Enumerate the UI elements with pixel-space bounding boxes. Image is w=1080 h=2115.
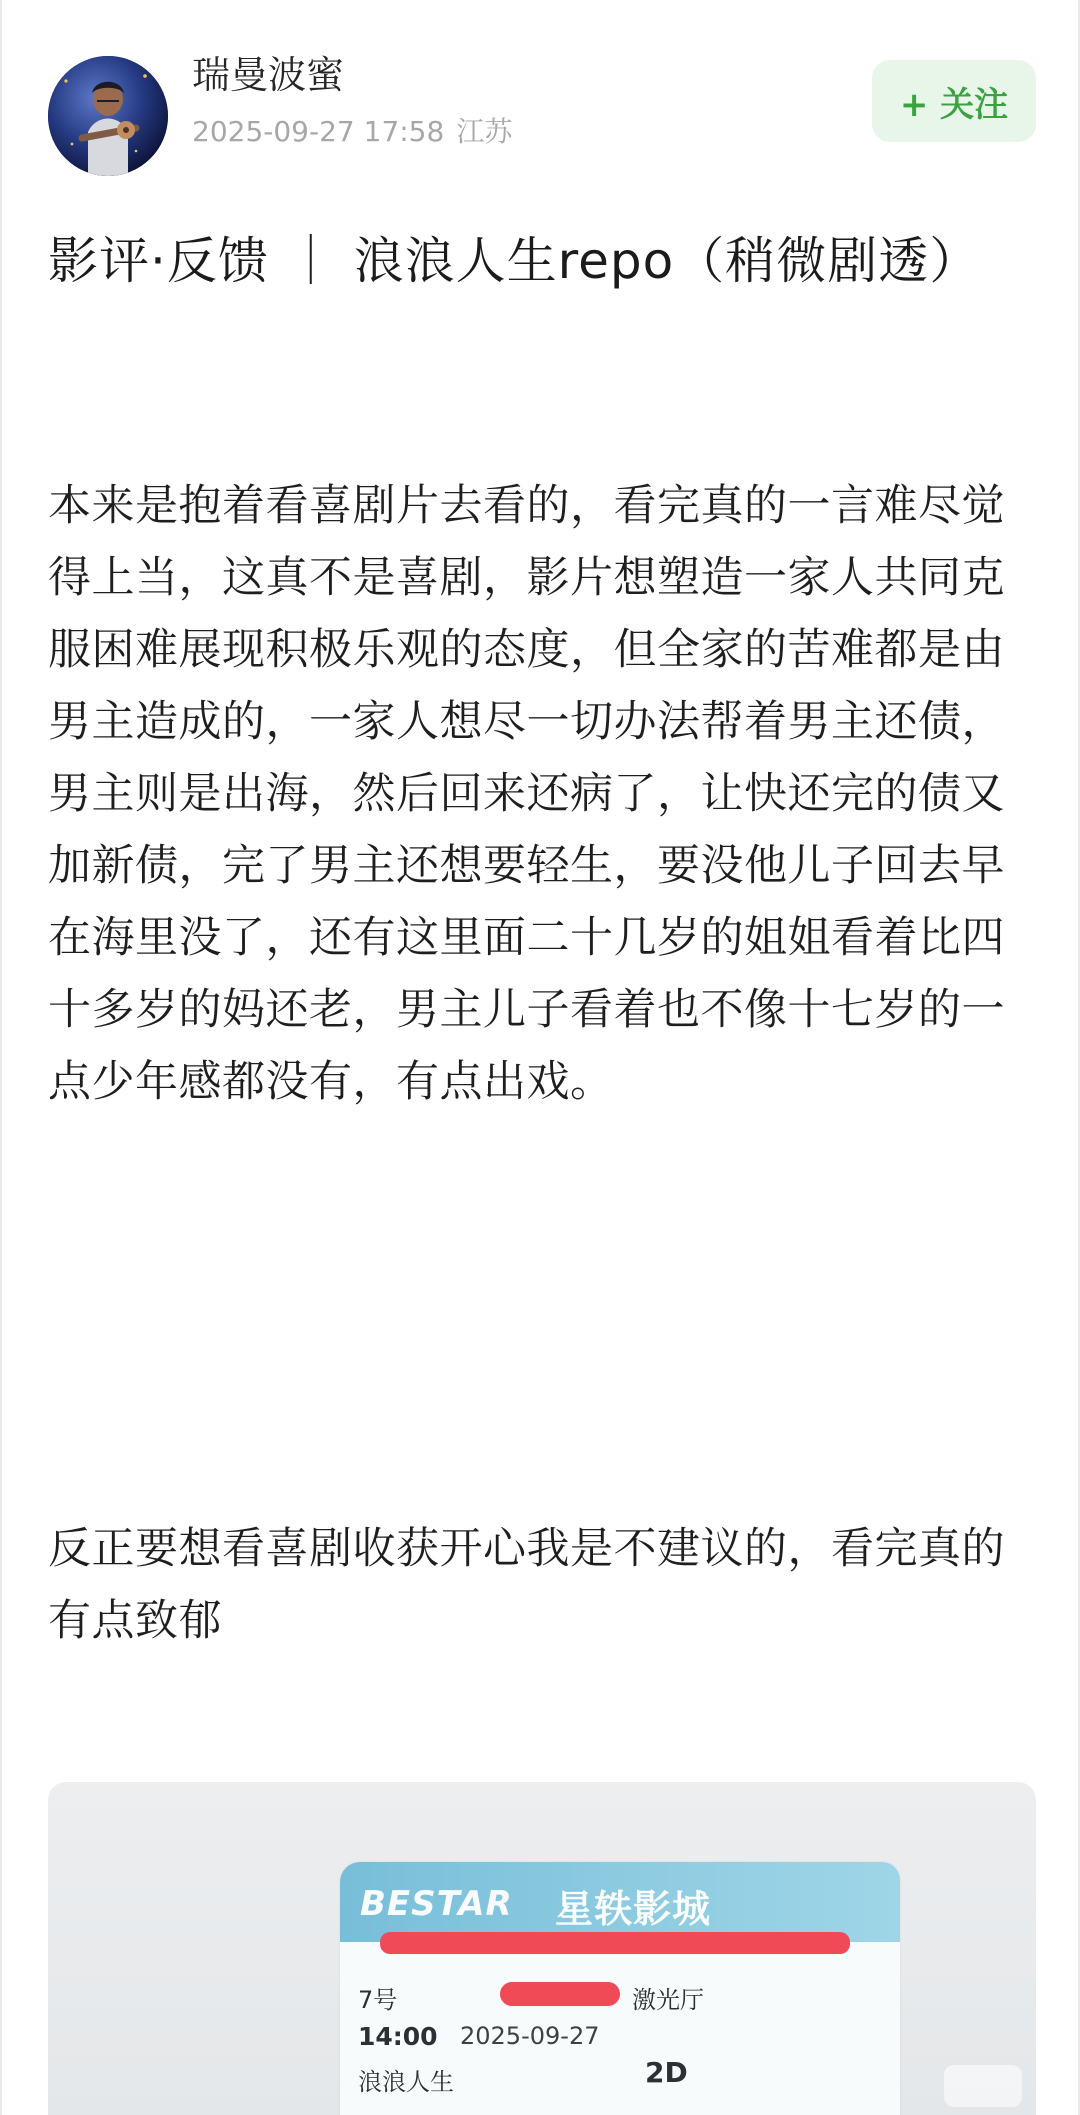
ticket-format: 2D [645,2056,688,2089]
post-location: 江苏 [456,115,513,148]
post-header [2,0,1080,200]
post-meta [192,112,512,152]
ticket-brand-cn: 星轶影城 [555,1887,712,1931]
redaction-mark [380,1932,850,1954]
ticket-hall-name: 激光厅 [632,1986,704,2014]
post-title: 影评·反馈 ｜ 浪浪人生repo（稍微剧透） [48,232,981,290]
redaction-mark [500,1982,620,2006]
avatar-image [48,56,168,176]
ticket-hall-number: 7号 [358,1986,398,2014]
follow-button[interactable] [872,60,1036,142]
watermark-overlay [944,2065,1022,2107]
post-paragraph: 反正要想看喜剧收获开心我是不建议的，看完真的有点致郁 [48,1524,1005,1646]
ticket-time: 14:00 [358,2022,438,2051]
author-name[interactable]: 瑞曼波蜜 [192,53,345,97]
post-timestamp: 2025-09-27 17:58 [192,115,445,148]
avatar[interactable] [48,56,168,176]
ticket-brand-en: BESTAR [360,1884,513,1924]
ticket-movie-title: 浪浪人生 [358,2068,454,2096]
post-body [48,470,1038,1118]
follow-button-label: + 关注 [899,84,1009,125]
post-paragraph: 本来是抱着看喜剧片去看的，看完真的一言难尽觉得上当，这真不是喜剧，影片想塑造一家人共同克服困难展现积极乐观的态度，但全家的苦难都是由男主造成的，一家人想尽一切办法帮着男主还债，男主则是出海，然后回来还病了，让快还完的债又加新债，完了男主还想要轻生，要没他儿子回去早在海里没了，还有这里面二十几岁的姐姐看着比四十多岁的妈还老，男主儿子看着也不像十七岁的一点少年感都没有，有点出戏。 [48,481,1005,1107]
post-image[interactable] [48,1782,1036,2115]
ticket-date: 2025-09-27 [460,2022,600,2050]
movie-ticket [340,1862,900,2115]
